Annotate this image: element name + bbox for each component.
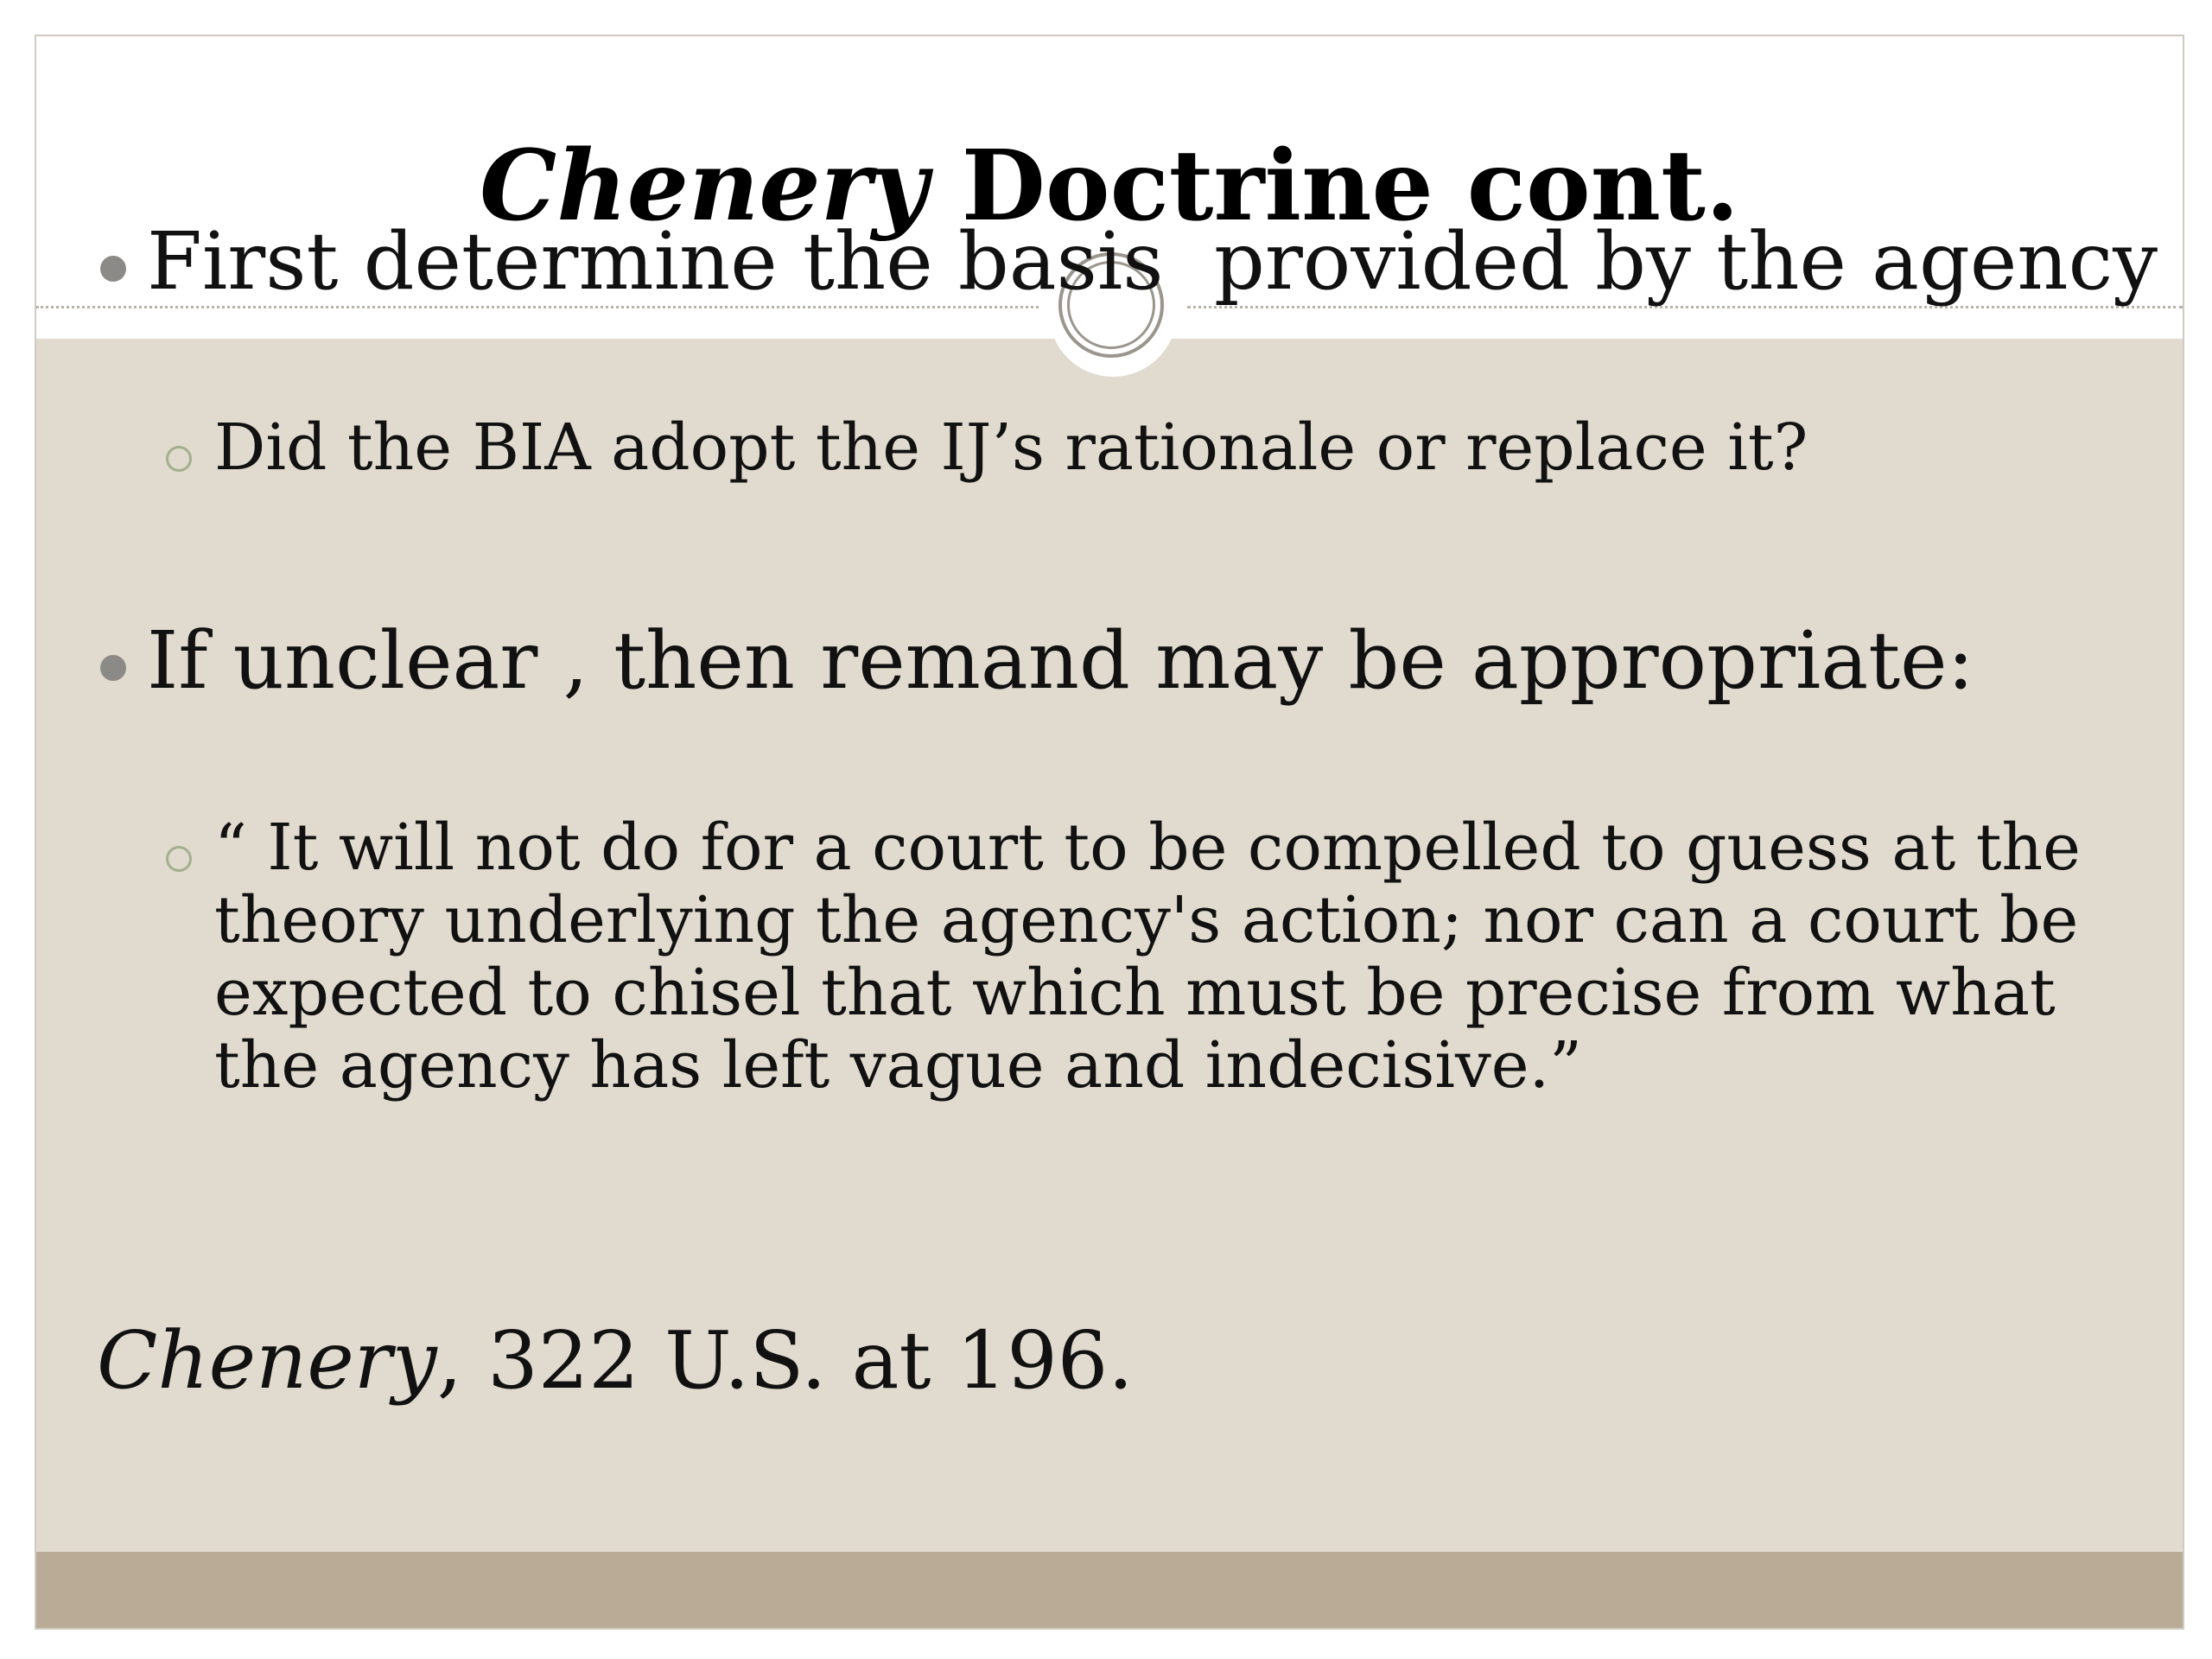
bullet-dot-icon <box>100 655 126 681</box>
slide <box>36 36 2183 1628</box>
citation <box>97 1315 1134 1407</box>
bullet-text: If unclear , then remand may be appropriate: <box>147 614 1974 707</box>
citation-reference: , 322 U.S. at 196. <box>436 1314 1134 1407</box>
sub-bullet-ring-icon <box>166 846 192 872</box>
sub-bullet-item-bia <box>166 411 2050 484</box>
bullet-text: First determine the basis provided by the agency <box>147 215 2158 308</box>
sub-bullet-ring-icon <box>166 446 192 472</box>
title-italic-part: Chenery <box>480 130 928 243</box>
quote-text: “ It will not do for a court to be compelled to guess at the theory underlying the agency's action; nor can a court be expected to chisel that which must be precise from what the agency has left vague and indecisive.” <box>214 810 2081 1103</box>
sub-bullet-item-quote <box>166 811 2110 1102</box>
bullet-item-basis <box>100 216 2158 308</box>
bullet-dot-icon <box>100 256 126 282</box>
sub-bullet-text: Did the BIA adopt the IJ’s rationale or replace it? <box>214 410 1808 485</box>
title-rest-part: Doctrine cont. <box>927 130 1739 243</box>
citation-case-name: Chenery <box>97 1314 437 1407</box>
bottom-band <box>36 1552 2183 1628</box>
bullet-item-remand <box>100 615 1974 707</box>
